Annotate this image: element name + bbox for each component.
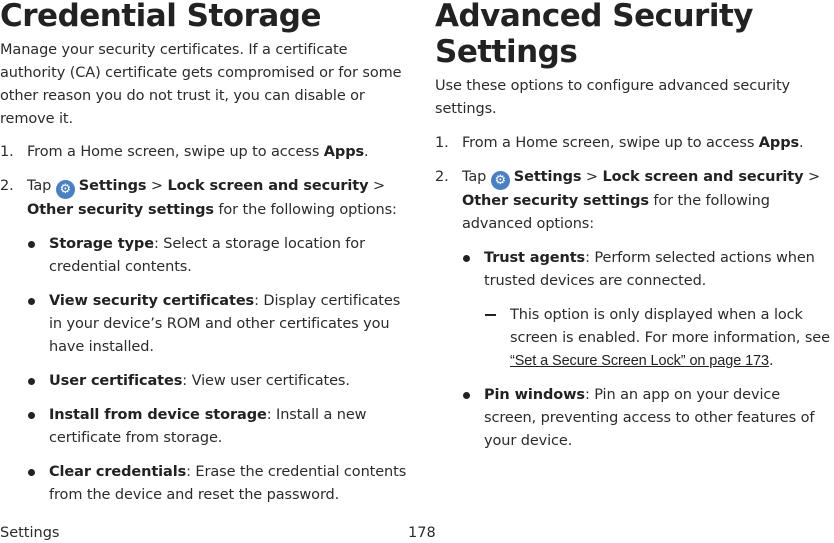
gear-icon: ⚙ xyxy=(491,171,510,190)
section-title: Advanced Security Settings xyxy=(435,0,753,70)
apps-label: Apps xyxy=(323,144,365,160)
list-item: Clear credentials: Erase the credential contents from the device and reset the password. xyxy=(0,461,408,507)
settings-label: Settings xyxy=(513,169,582,185)
sub-list-item: This option is only displayed when a lock screen is enabled. For more information, see “Set a Secure Screen Lock” on page 173. xyxy=(435,304,834,373)
dash-marker xyxy=(485,314,496,316)
step-2: 2. Tap ⚙ Settings > Lock screen and security > Other security settings for the following advanced options: xyxy=(435,166,834,236)
bullet-dot xyxy=(28,378,35,385)
intro-paragraph: Use these options to configure advanced security settings. xyxy=(435,78,791,117)
bullet-dot xyxy=(463,255,470,262)
settings-label: Settings xyxy=(78,178,147,194)
list-item: Pin windows: Pin an app on your device screen, preventing access to other features of your device. xyxy=(435,384,834,453)
footer-section-name: Settings xyxy=(0,525,60,541)
bullet-dot xyxy=(28,412,35,419)
list-item: View security certificates: Display certificates in your device’s ROM and other certificates you have installed. xyxy=(0,290,408,359)
step-1: 1. From a Home screen, swipe up to access Apps. xyxy=(435,132,834,155)
right-column xyxy=(435,0,834,453)
left-column xyxy=(0,0,408,507)
step-number: 2. xyxy=(435,169,449,185)
page-number: 178 xyxy=(408,525,436,541)
section-title: Credential Storage xyxy=(0,0,321,34)
other-security-label: Other security settings xyxy=(462,193,649,209)
step-number: 1. xyxy=(435,135,449,151)
lock-screen-label: Lock screen and security xyxy=(602,169,804,185)
bullet-dot xyxy=(28,298,35,305)
other-security-label: Other security settings xyxy=(27,202,214,218)
list-item: Install from device storage: Install a new certificate from storage. xyxy=(0,404,408,450)
lock-screen-label: Lock screen and security xyxy=(167,178,369,194)
list-item: Trust agents: Perform selected actions when trusted devices are connected. xyxy=(435,247,834,293)
list-item: Storage type: Select a storage location for credential contents. xyxy=(0,233,408,279)
step-number: 1. xyxy=(0,144,14,160)
list-item: User certificates: View user certificates. xyxy=(0,370,408,393)
intro-paragraph: Manage your security certificates. If a certificate authority (CA) certificate gets compromised or for some other reason you do not trust it, you can disable or remove it. xyxy=(0,42,402,127)
bullet-dot xyxy=(463,392,470,399)
apps-label: Apps xyxy=(758,135,800,151)
step-2: 2. Tap ⚙ Settings > Lock screen and security > Other security settings for the following options: xyxy=(0,175,408,222)
step-1: 1. From a Home screen, swipe up to access Apps. xyxy=(0,141,408,164)
gear-icon: ⚙ xyxy=(56,180,75,199)
page-reference-link[interactable]: “Set a Secure Screen Lock” on page 173 xyxy=(510,353,769,369)
bullet-dot xyxy=(28,241,35,248)
bullet-dot xyxy=(28,469,35,476)
step-number: 2. xyxy=(0,178,14,194)
